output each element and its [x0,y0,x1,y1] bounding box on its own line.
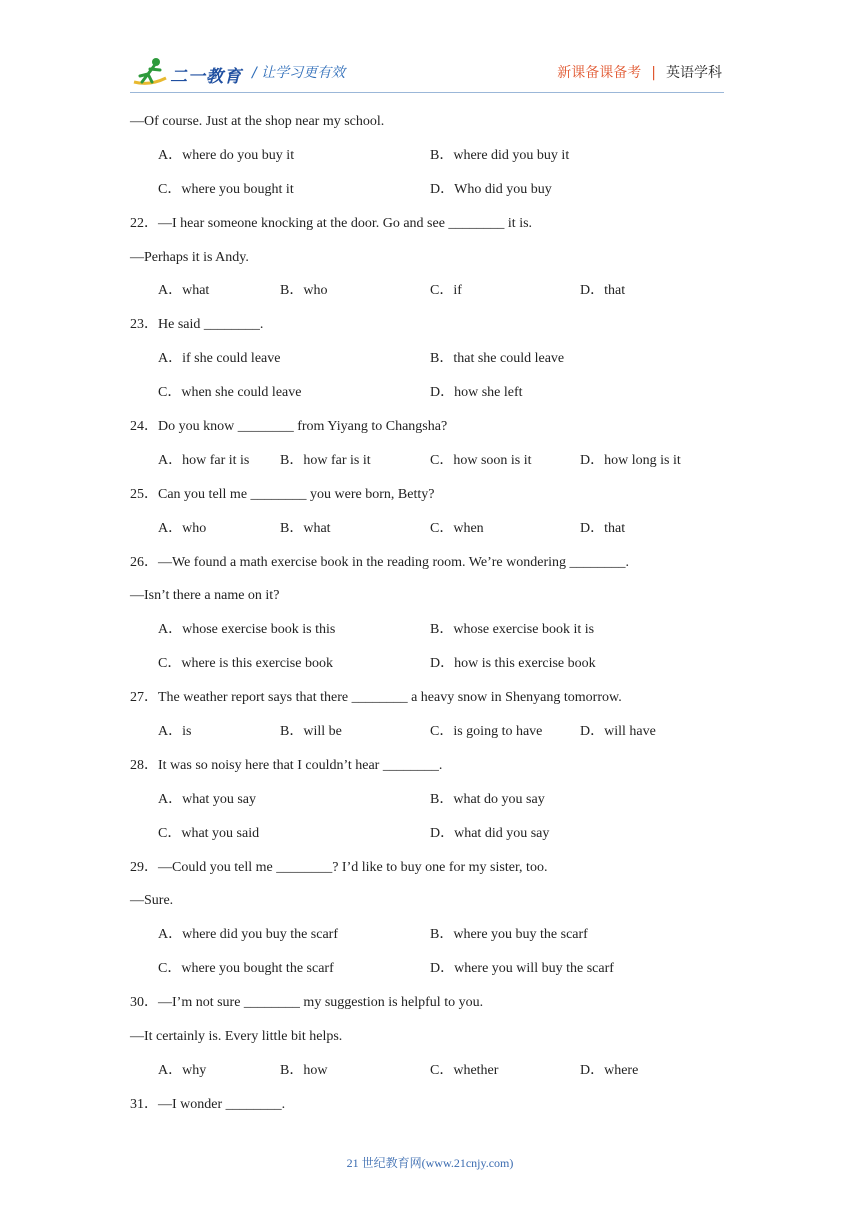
question-content [130,108,730,1125]
options-row [130,515,730,549]
header-subject-label: 英语学科 [666,65,722,81]
question-text: 26．—We found a math exercise book in the reading room. We’re wondering ________. [130,554,630,570]
options-row [130,921,730,955]
answer-option: C．when she could leave [158,385,302,401]
options-row [130,142,730,176]
options-row [130,345,730,379]
answer-option: B．what do you say [430,791,545,807]
answer-option: D．Who did you buy [430,181,552,197]
question-line [130,481,730,515]
header-separator: | [651,65,656,81]
answer-option: A．where did you buy the scarf [158,927,339,943]
header-tagline: 新课备课备考 [557,65,642,81]
answer-option: B．where did you buy it [430,147,570,163]
options-row [130,786,730,820]
options-row [130,616,730,650]
answer-option: A．who [158,520,207,536]
question-line [130,549,730,583]
question-text: —Of course. Just at the shop near my school. [130,114,385,129]
slogan: / 让学习更有效 [252,65,346,81]
logo-text: 二一教育 [170,67,242,87]
answer-option: D．how she left [430,385,523,401]
question-line [130,1091,730,1125]
question-line [130,684,730,718]
question-text: —Isn’t there a name on it? [130,588,280,604]
page-footer: 21 世纪教育网(www.21cnjy.com) [346,1156,514,1170]
question-line [130,210,730,244]
question-line [130,582,730,616]
answer-option: C．where you bought the scarf [158,961,334,977]
question-text: 30．—I’m not sure ________ my suggestion is helpful to you. [130,995,484,1011]
answer-option: C．what you said [158,825,260,841]
question-line [130,989,730,1023]
question-line [130,887,730,921]
answer-option: B．what [280,520,331,536]
question-text: 29．—Could you tell me ________? I’d like to buy one for my sister, too. [130,859,548,875]
answer-option: B．who [280,283,328,299]
header-divider [130,92,724,93]
answer-option: B．will be [280,724,342,740]
question-text: —Sure. [130,893,174,909]
answer-option: C．when [430,520,484,536]
question-text: —Perhaps it is Andy. [130,249,249,265]
answer-option: B．that she could leave [430,351,565,367]
options-row [130,447,730,481]
page-header [0,0,860,110]
answer-option: C．how soon is it [430,452,532,468]
answer-option: B．whose exercise book it is [430,622,595,638]
answer-option: A．what you say [158,791,256,807]
answer-option: A．if she could leave [158,351,281,367]
options-row [130,955,730,989]
options-row [130,820,730,854]
answer-option: A．where do you buy it [158,147,295,163]
answer-option: B．where you buy the scarf [430,927,588,943]
options-row [130,1057,730,1091]
question-text: 28．It was so noisy here that I couldn’t hear ________. [130,757,443,773]
question-line [130,1023,730,1057]
question-line [130,854,730,888]
answer-option: A．whose exercise book is this [158,622,336,638]
answer-option: A．why [158,1062,207,1078]
answer-option: C．where is this exercise book [158,656,333,672]
answer-option: B．how [280,1062,328,1078]
answer-option: D．will have [580,724,656,740]
answer-option: C．where you bought it [158,181,294,197]
answer-option: D．how is this exercise book [430,656,596,672]
options-row [130,176,730,210]
answer-option: D．that [580,283,626,299]
answer-option: C．is going to have [430,724,543,740]
answer-option: A．what [158,283,210,299]
question-text: 31．—I wonder ________. [130,1096,286,1112]
header-subject [557,62,722,82]
answer-option: D．how long is it [580,452,681,468]
question-text: 24．Do you know ________ from Yiyang to Changsha? [130,419,448,435]
question-line [130,108,730,142]
answer-option: A．is [158,724,192,740]
answer-option: D．where you will buy the scarf [430,961,614,977]
question-text: —It certainly is. Every little bit helps. [130,1029,343,1045]
options-row [130,277,730,311]
answer-option: D．that [580,520,626,536]
answer-option: C．whether [430,1062,499,1078]
question-text: 25．Can you tell me ________ you were born, Betty? [130,486,435,502]
answer-option: D．where [580,1062,639,1078]
options-row [130,379,730,413]
options-row [130,718,730,752]
question-line [130,413,730,447]
answer-option: A．how far it is [158,452,250,468]
question-text: 22．—I hear someone knocking at the door. Go and see ________ it is. [130,215,533,231]
question-text: 27．The weather report says that there ________ a heavy snow in Shenyang tomorrow. [130,690,622,706]
question-line [130,244,730,278]
question-text: 23．He said ________. [130,317,264,333]
answer-option: B．how far is it [280,452,371,468]
question-line [130,752,730,786]
question-line [130,311,730,345]
options-row [130,650,730,684]
answer-option: D．what did you say [430,825,550,841]
answer-option: C．if [430,283,462,299]
